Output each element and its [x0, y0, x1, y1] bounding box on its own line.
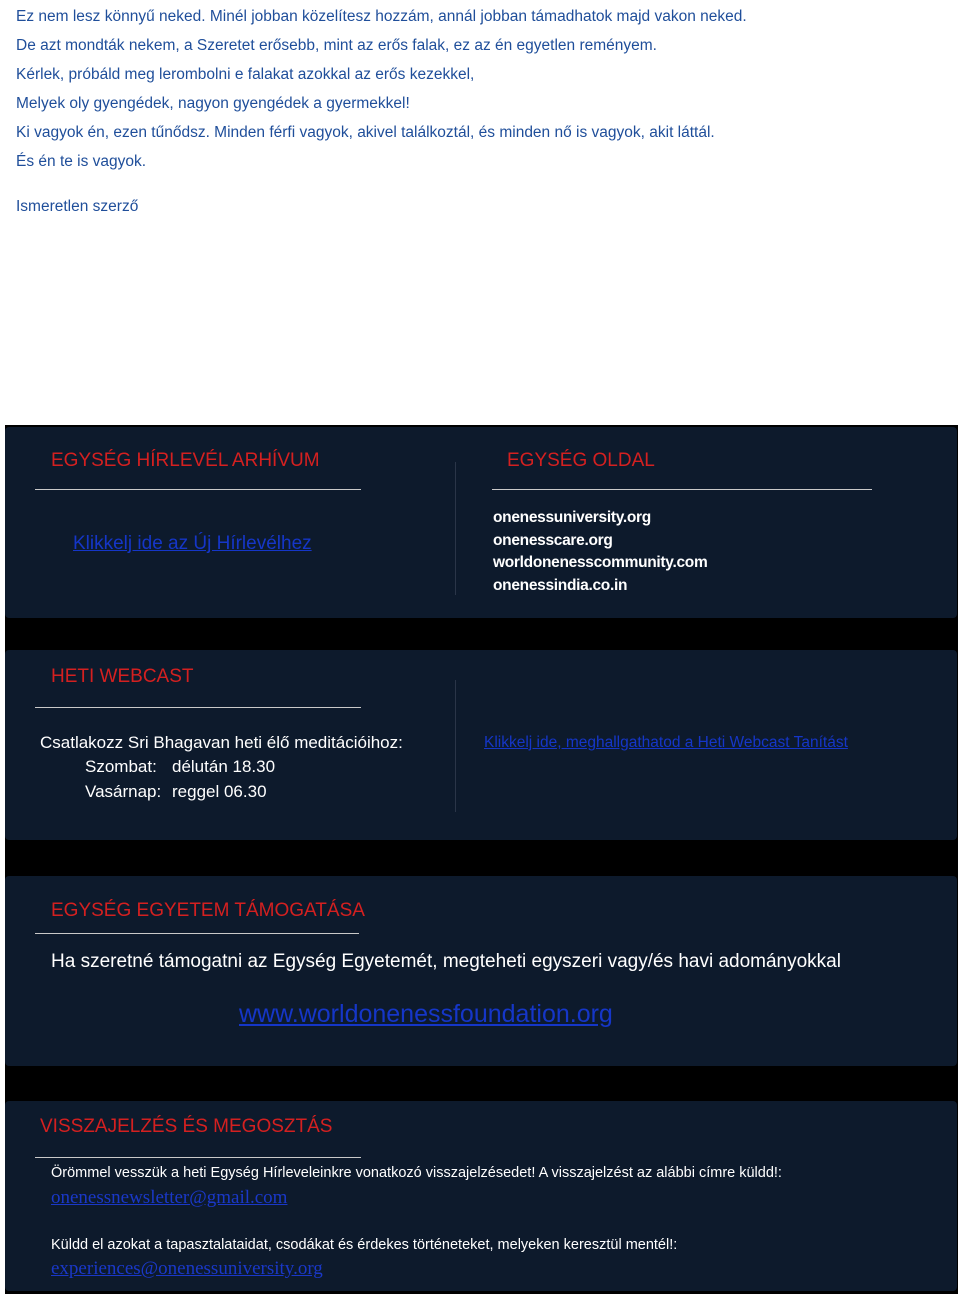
- webcast-title-rule: [35, 707, 361, 708]
- archive-title-rule: [35, 489, 361, 490]
- poem-line: Kérlek, próbáld meg lerombolni e falakat azokkal az erős kezekkel,: [16, 66, 475, 83]
- site-link[interactable]: onenessuniversity.org: [493, 509, 651, 526]
- feedback-text: Örömmel vesszük a heti Egység Hírleveleinkre vonatkozó visszajelzésedet! A visszajelzést az alábbi címre küldd!:: [51, 1165, 782, 1181]
- saturday-time: délután 18.30: [172, 757, 276, 776]
- sites-title: EGYSÉG OLDAL: [507, 450, 655, 471]
- support-title: EGYSÉG EGYETEM TÁMOGATÁSA: [51, 900, 365, 921]
- experiences-email-link[interactable]: experiences@onenessuniversity.org: [51, 1258, 323, 1279]
- new-newsletter-link[interactable]: Klikkelj ide az Új Hírlevélhez: [73, 533, 312, 554]
- sunday-time: reggel 06.30: [172, 782, 267, 801]
- saturday-label: Szombat:: [85, 757, 157, 776]
- newsletter-email-link[interactable]: onenessnewsletter@gmail.com: [51, 1187, 288, 1208]
- poem-author: Ismeretlen szerző: [16, 198, 139, 215]
- poem-line: És én te is vagyok.: [16, 153, 147, 170]
- site-link[interactable]: onenesscare.org: [493, 531, 613, 549]
- webcast-title: HETI WEBCAST: [51, 666, 194, 687]
- archive-title: EGYSÉG HÍRLEVÉL ARHÍVUM: [51, 450, 320, 471]
- site-list: [493, 507, 707, 597]
- poem-line: De azt mondták nekem, a Szeretet erősebb, mint az erős falak, ez az én egyetlen reményem.: [16, 37, 657, 54]
- webcast-intro: Csatlakozz Sri Bhagavan heti élő meditációihoz:: [40, 733, 403, 752]
- foundation-link[interactable]: www.worldonenessfoundation.org: [239, 1000, 613, 1028]
- panel-divider: [455, 680, 456, 812]
- site-link[interactable]: worldonenesscommunity.com: [493, 554, 708, 571]
- sunday-label: Vasárnap:: [85, 782, 162, 801]
- support-title-rule: [35, 933, 359, 934]
- panel-divider: [455, 462, 456, 595]
- feedback-title-rule: [35, 1157, 361, 1158]
- poem-line: Ez nem lesz könnyű neked. Minél jobban közelítesz hozzám, annál jobban támadhatok majd vakon neked.: [16, 8, 747, 25]
- experiences-text: Küldd el azokat a tapasztalataidat, csodákat és érdekes történeteket, melyeken keresztül mentél!:: [51, 1237, 678, 1253]
- webcast-link[interactable]: Klikkelj ide, meghallgathatod a Heti Webcast Tanítást: [484, 734, 848, 751]
- poem-line: Ki vagyok én, ezen tűnődsz. Minden férfi vagyok, akivel találkoztál, és minden nő is vagyok, akit láttál.: [16, 124, 715, 141]
- site-link[interactable]: onenessindia.co.in: [493, 576, 628, 594]
- poem: [16, 2, 946, 176]
- poem-line: Melyek oly gyengédek, nagyon gyengédek a gyermekkel!: [16, 95, 410, 112]
- support-text: Ha szeretné támogatni az Egység Egyetemét, megteheti egyszeri vagy/és havi adományokkal: [51, 951, 841, 972]
- feedback-title: VISSZAJELZÉS ÉS MEGOSZTÁS: [40, 1116, 333, 1137]
- sites-title-rule: [492, 489, 872, 490]
